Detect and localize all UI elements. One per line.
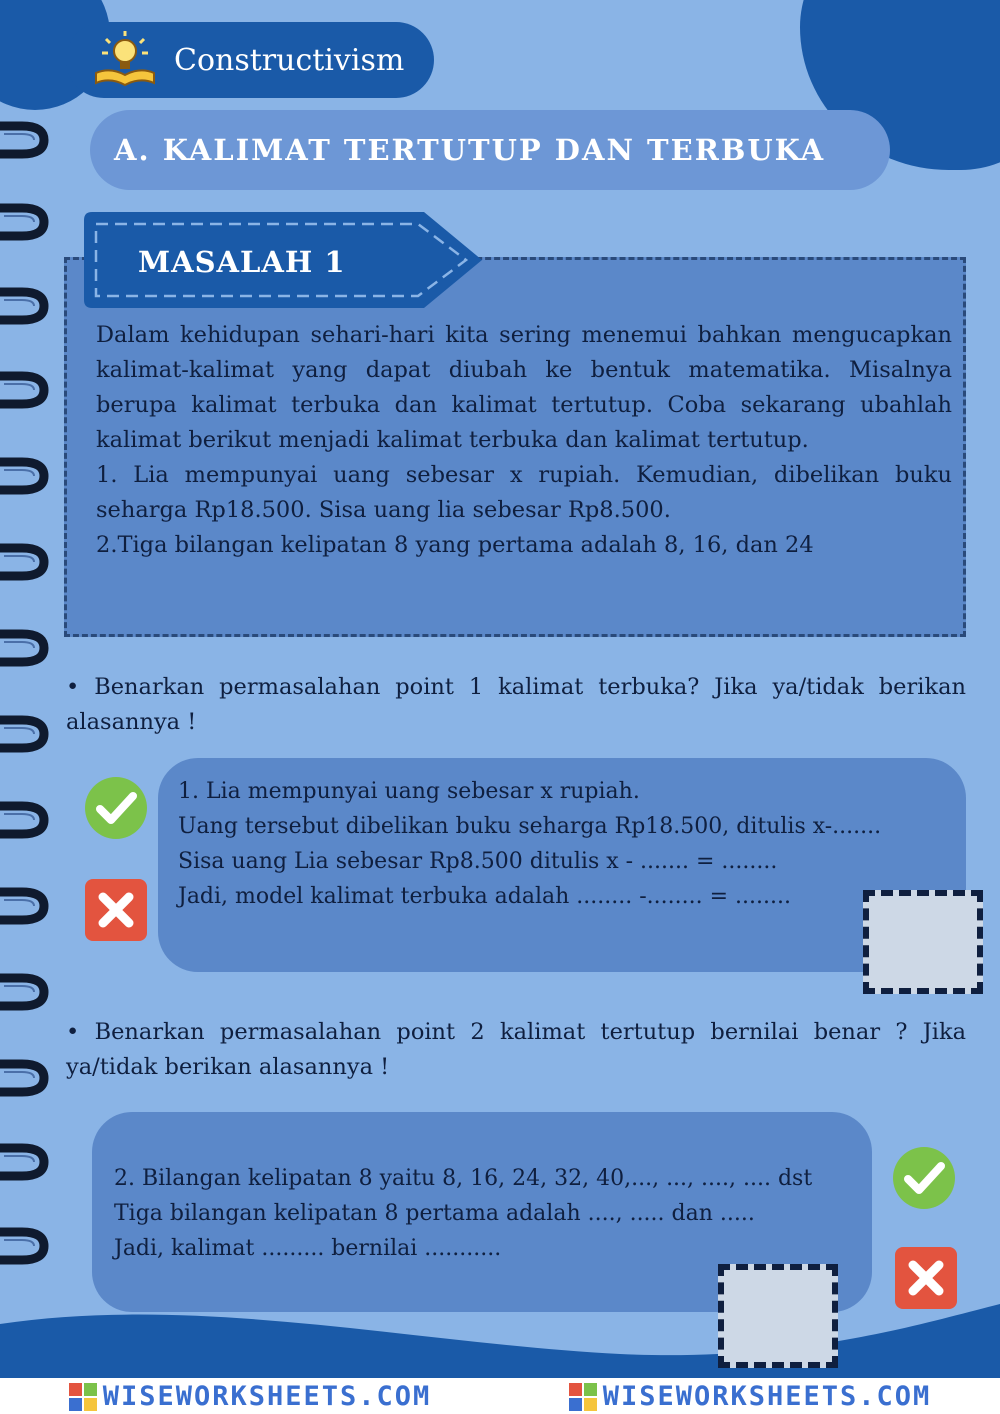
binding-ring-icon bbox=[0, 282, 56, 330]
wiseworksheets-logo-icon bbox=[569, 1383, 597, 1411]
drop-zone-1[interactable] bbox=[863, 890, 983, 994]
brand-title: Constructivism bbox=[174, 42, 405, 78]
answer-2-line-2: Tiga bilangan kelipatan 8 pertama adalah ...., ..... dan ..... bbox=[114, 1201, 755, 1226]
x-icon bbox=[894, 1246, 958, 1310]
check-icon bbox=[892, 1146, 956, 1210]
brand-pill bbox=[66, 22, 434, 98]
problem-item-2: 2.Tiga bilangan kelipatan 8 yang pertama adalah 8, 16, dan 24 bbox=[96, 532, 814, 558]
x-button-1[interactable] bbox=[84, 878, 148, 942]
check-button-2[interactable] bbox=[892, 1146, 956, 1210]
binding-ring-icon bbox=[0, 366, 56, 414]
answer-text-2 bbox=[114, 1161, 812, 1266]
lightbulb-book-icon bbox=[90, 29, 160, 91]
binding-ring-icon bbox=[0, 198, 56, 246]
binding-ring-icon bbox=[0, 796, 56, 844]
footer-watermark-bar bbox=[0, 1378, 1000, 1414]
binding-ring-icon bbox=[0, 538, 56, 586]
x-button-2[interactable] bbox=[894, 1246, 958, 1310]
answer-text-1 bbox=[178, 774, 881, 914]
section-title: A. KALIMAT TERTUTUP DAN TERBUKA bbox=[114, 133, 826, 167]
answer-1-line-4: Jadi, model kalimat terbuka adalah ........ -........ = ........ bbox=[178, 884, 791, 909]
binding-ring-icon bbox=[0, 624, 56, 672]
binding-ring-icon bbox=[0, 116, 56, 164]
section-title-bar bbox=[90, 110, 890, 190]
watermark-2 bbox=[569, 1381, 932, 1412]
answer-1-line-2: Uang tersebut dibelikan buku seharga Rp18.500, ditulis x-....... bbox=[178, 814, 882, 839]
problem-item-1: 1. Lia mempunyai uang sebesar x rupiah. Kemudian, dibelikan buku seharga Rp18.500. Sisa uang lia sebesar Rp8.500. bbox=[96, 462, 952, 523]
watermark-1 bbox=[69, 1381, 432, 1412]
check-button-1[interactable] bbox=[84, 776, 148, 840]
binding-ring-icon bbox=[0, 968, 56, 1016]
problem-label: MASALAH 1 bbox=[138, 245, 346, 279]
answer-2-line-1: 2. Bilangan kelipatan 8 yaitu 8, 16, 24, 32, 40,..., ..., ...., .... dst bbox=[114, 1166, 813, 1191]
binding-ring-icon bbox=[0, 710, 56, 758]
binding-ring-icon bbox=[0, 452, 56, 500]
question-1: • Benarkan permasalahan point 1 kalimat terbuka? Jika ya/tidak berikan alasannya ! bbox=[66, 674, 966, 735]
binding-ring-icon bbox=[0, 1222, 56, 1270]
binding-ring-icon bbox=[0, 1138, 56, 1186]
wiseworksheets-logo-icon bbox=[69, 1383, 97, 1411]
check-icon bbox=[84, 776, 148, 840]
x-icon bbox=[84, 878, 148, 942]
answer-2-line-3: Jadi, kalimat ......... bernilai ........... bbox=[114, 1236, 502, 1261]
binding-ring-icon bbox=[0, 882, 56, 930]
problem-paragraph: Dalam kehidupan sehari-hari kita sering menemui bahkan mengucapkan kalimat-kalimat yang dapat diubah ke bentuk matematika. Misalnya berupa kalimat terbuka dan kalimat tertutup. Coba sekarang ubahlah kalimat berikut menjadi kalimat terbuka dan kalimat tertutup. bbox=[96, 322, 952, 453]
answer-1-line-1: 1. Lia mempunyai uang sebesar x rupiah. bbox=[178, 779, 640, 804]
drop-zone-2[interactable] bbox=[718, 1264, 838, 1368]
watermark-text-2: WISEWORKSHEETS.COM bbox=[602, 1380, 932, 1412]
question-2: • Benarkan permasalahan point 2 kalimat tertutup bernilai benar ? Jika ya/tidak berikan alasannya ! bbox=[66, 1019, 966, 1080]
problem-text bbox=[96, 318, 952, 563]
watermark-text-1: WISEWORKSHEETS.COM bbox=[102, 1380, 432, 1412]
answer-1-line-3: Sisa uang Lia sebesar Rp8.500 ditulis x - ....... = ........ bbox=[178, 849, 778, 874]
binding-ring-icon bbox=[0, 1054, 56, 1102]
